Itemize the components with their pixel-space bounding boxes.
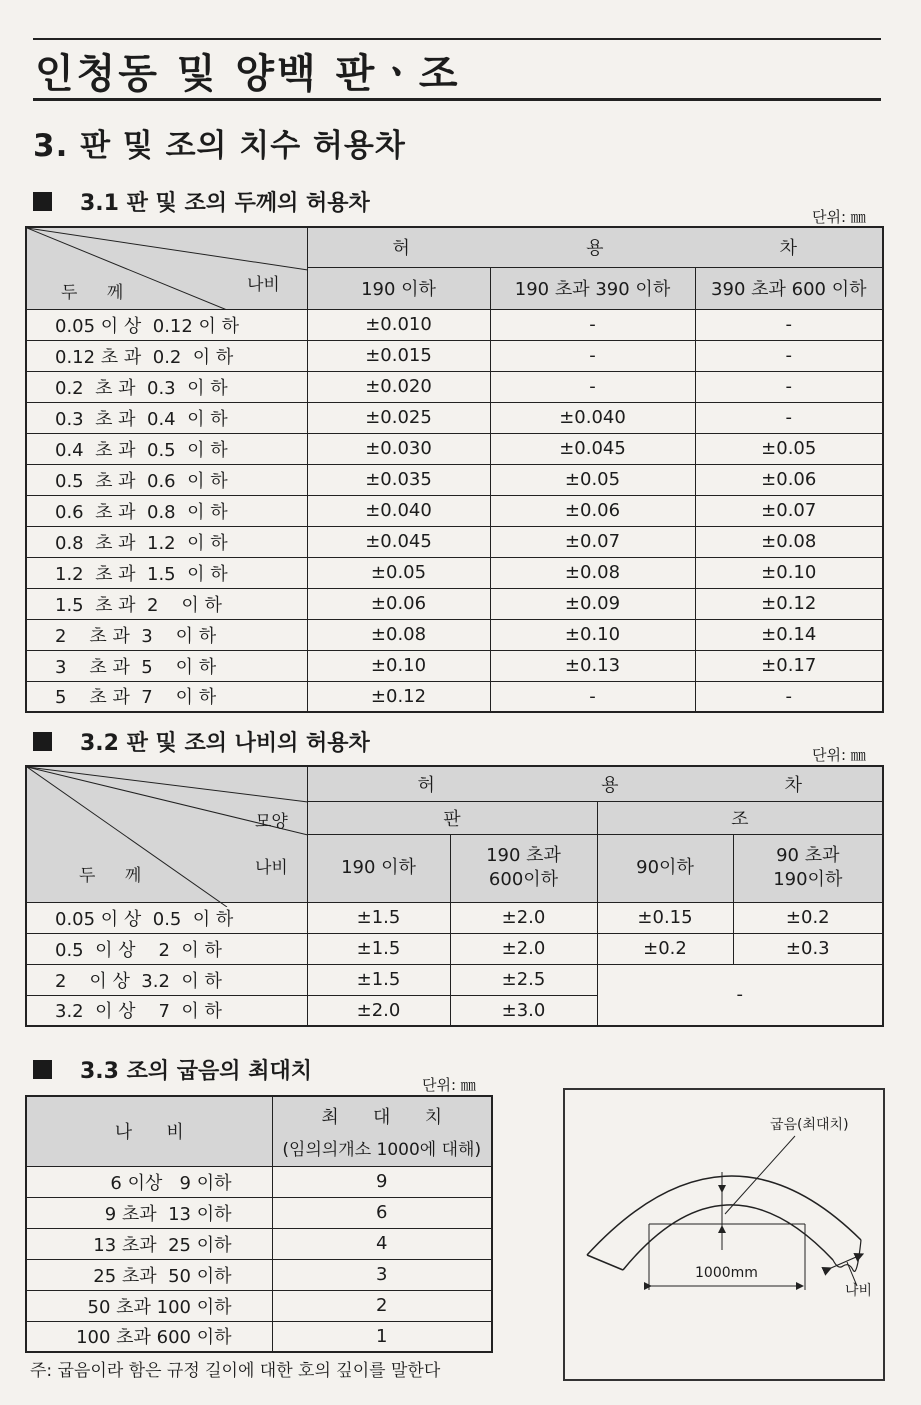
value-cell: ±0.07 [695,495,883,526]
merged-dash-cell: - [597,964,883,1026]
row-label: 1.5 초 과 2 이 하 [26,588,307,619]
value-cell: - [695,309,883,340]
group-header-char: 용 [601,774,619,796]
row-label: 9 초과 13 이하 [26,1197,272,1228]
table2-unit: 단위: ㎜ [812,746,866,764]
value-cell: ±0.08 [695,526,883,557]
row-label: 0.3 초 과 0.4 이 하 [26,402,307,433]
value-cell: ±0.07 [490,526,695,557]
bend-figure [563,1088,885,1381]
width-col-header: 나 비 [26,1096,272,1166]
table-row [26,309,883,340]
value-cell: 1 [272,1321,492,1352]
width-tolerance-table [25,765,884,1027]
row-label: 3.2 이 상 7 이 하 [26,995,307,1026]
col-header: 190 이하 [307,834,450,902]
bend-label: 굽음(최대치) [770,1117,849,1133]
value-cell: ±2.0 [450,933,597,964]
value-cell: 4 [272,1228,492,1259]
row-label: 2 이 상 3.2 이 하 [26,964,307,995]
square-bullet-icon [33,192,52,211]
table3-heading [33,1054,312,1085]
table2-heading [33,726,370,757]
value-cell: - [695,371,883,402]
value-cell: ±0.040 [307,495,490,526]
table-row [26,340,883,371]
width-label: 나비 [845,1283,873,1299]
max-value-header-bottom: (임의의개소 1000에 대해) [282,1139,482,1160]
max-value-col-header [272,1096,492,1166]
table3-title: 3.3 조의 굽음의 최대치 [80,1059,312,1084]
table-row [26,402,883,433]
col-header: 90 초과 190이하 [733,834,883,902]
thickness-tolerance-table [25,226,884,713]
value-cell: ±0.020 [307,371,490,402]
col-header: 90이하 [597,834,733,902]
value-cell: ±0.09 [490,588,695,619]
title-top-rule [33,38,881,40]
shape-header-strip: 조 [597,801,883,834]
row-label: 25 초과 50 이하 [26,1259,272,1290]
value-cell: ±2.5 [450,964,597,995]
group-header-char: 허 [392,238,410,260]
table-row [26,1259,492,1290]
value-cell: ±0.05 [695,433,883,464]
value-cell: ±0.025 [307,402,490,433]
row-label: 0.5 초 과 0.6 이 하 [26,464,307,495]
value-cell: ±0.010 [307,309,490,340]
max-bend-table [25,1095,493,1353]
footnote: 주: 굽음이라 함은 규정 길이에 대한 호의 깊이를 말한다 [30,1361,441,1381]
corner-mid-label: 모양 [255,812,288,832]
value-cell: ±0.15 [597,902,733,933]
table-row [26,1166,492,1197]
value-cell: ±3.0 [450,995,597,1026]
max-value-header-top: 최 대 치 [321,1106,443,1128]
row-label: 0.6 초 과 0.8 이 하 [26,495,307,526]
row-label: 50 초과 100 이하 [26,1290,272,1321]
title-bottom-rule [33,98,881,101]
row-label: 0.8 초 과 1.2 이 하 [26,526,307,557]
value-cell: - [490,309,695,340]
row-label: 0.2 초 과 0.3 이 하 [26,371,307,402]
value-cell: ±0.035 [307,464,490,495]
value-cell: ±0.13 [490,650,695,681]
table-row [26,650,883,681]
row-label: 13 초과 25 이하 [26,1228,272,1259]
value-cell: ±0.045 [490,433,695,464]
table3-unit: 단위: ㎜ [422,1076,476,1094]
shape-header-plate: 판 [307,801,597,834]
value-cell: ±0.12 [307,681,490,712]
value-cell: 9 [272,1166,492,1197]
table-row [26,1321,492,1352]
value-cell: ±0.08 [490,557,695,588]
value-cell: ±0.08 [307,619,490,650]
section-title: 3. 판 및 조의 치수 허용차 [33,128,406,164]
value-cell: ±0.17 [695,650,883,681]
corner-row-label: 두 께 [79,866,154,886]
table-row [26,557,883,588]
row-label: 1.2 초 과 1.5 이 하 [26,557,307,588]
table-row [26,1290,492,1321]
table-row [26,371,883,402]
table2-title: 3.2 판 및 조의 나비의 허용차 [80,731,370,756]
value-cell: ±0.14 [695,619,883,650]
value-cell: - [490,371,695,402]
table1-heading [33,186,370,217]
group-header-char: 용 [586,238,604,260]
value-cell: - [695,681,883,712]
table-row [26,964,883,995]
table1-corner-cell [26,227,307,309]
corner-col-label: 나비 [247,275,280,295]
table1-unit: 단위: ㎜ [812,208,866,226]
row-label: 100 초과 600 이하 [26,1321,272,1352]
value-cell: 3 [272,1259,492,1290]
value-cell: ±0.05 [307,557,490,588]
square-bullet-icon [33,732,52,751]
value-cell: ±0.3 [733,933,883,964]
value-cell: ±0.030 [307,433,490,464]
corner-col-label: 나비 [255,858,288,878]
group-header-char: 차 [779,238,798,260]
table-row [26,526,883,557]
col-header: 190 이하 [307,267,490,309]
row-label: 0.4 초 과 0.5 이 하 [26,433,307,464]
length-label: 1000mm [695,1265,758,1281]
corner-row-label: 두 께 [61,283,136,303]
value-cell: ±1.5 [307,933,450,964]
table-row [26,933,883,964]
value-cell: ±0.040 [490,402,695,433]
row-label: 3 초 과 5 이 하 [26,650,307,681]
row-label: 6 이상 9 이하 [26,1166,272,1197]
value-cell: ±0.05 [490,464,695,495]
value-cell: 6 [272,1197,492,1228]
row-label: 0.05 이 상 0.5 이 하 [26,902,307,933]
table-row [26,1197,492,1228]
value-cell: ±0.12 [695,588,883,619]
value-cell: ±1.5 [307,964,450,995]
diagonal-lines [27,767,308,907]
value-cell: ±2.0 [307,995,450,1026]
table-row [26,433,883,464]
page-title: 인청동 및 양백 판ㆍ조 [35,51,461,97]
value-cell: ±0.10 [695,557,883,588]
table-row [26,619,883,650]
value-cell: - [695,402,883,433]
row-label: 5 초 과 7 이 하 [26,681,307,712]
row-label: 0.05 이 상 0.12 이 하 [26,309,307,340]
value-cell: ±1.5 [307,902,450,933]
value-cell: ±0.06 [490,495,695,526]
col-header: 390 초과 600 이하 [695,267,883,309]
value-cell: ±0.06 [307,588,490,619]
table-row [26,495,883,526]
value-cell: ±0.10 [307,650,490,681]
value-cell: ±0.2 [597,933,733,964]
tolerance-group-header [307,227,883,267]
table-row [26,464,883,495]
table-row [26,588,883,619]
value-cell: 2 [272,1290,492,1321]
row-label: 0.12 초 과 0.2 이 하 [26,340,307,371]
table1-title: 3.1 판 및 조의 두께의 허용차 [80,191,370,216]
col-header: 190 초과 390 이하 [490,267,695,309]
tolerance-group-header [307,766,883,801]
group-header-char: 차 [784,774,803,796]
table2-corner-cell [26,766,307,902]
table-row [26,681,883,712]
row-label: 2 초 과 3 이 하 [26,619,307,650]
value-cell: ±0.06 [695,464,883,495]
group-header-char: 허 [417,774,435,796]
square-bullet-icon [33,1060,52,1079]
value-cell: ±0.015 [307,340,490,371]
value-cell: ±2.0 [450,902,597,933]
row-label: 0.5 이 상 2 이 하 [26,933,307,964]
value-cell: - [490,340,695,371]
table-row [26,1228,492,1259]
col-header: 190 초과 600이하 [450,834,597,902]
value-cell: ±0.2 [733,902,883,933]
value-cell: - [695,340,883,371]
value-cell: ±0.045 [307,526,490,557]
value-cell: ±0.10 [490,619,695,650]
value-cell: - [490,681,695,712]
